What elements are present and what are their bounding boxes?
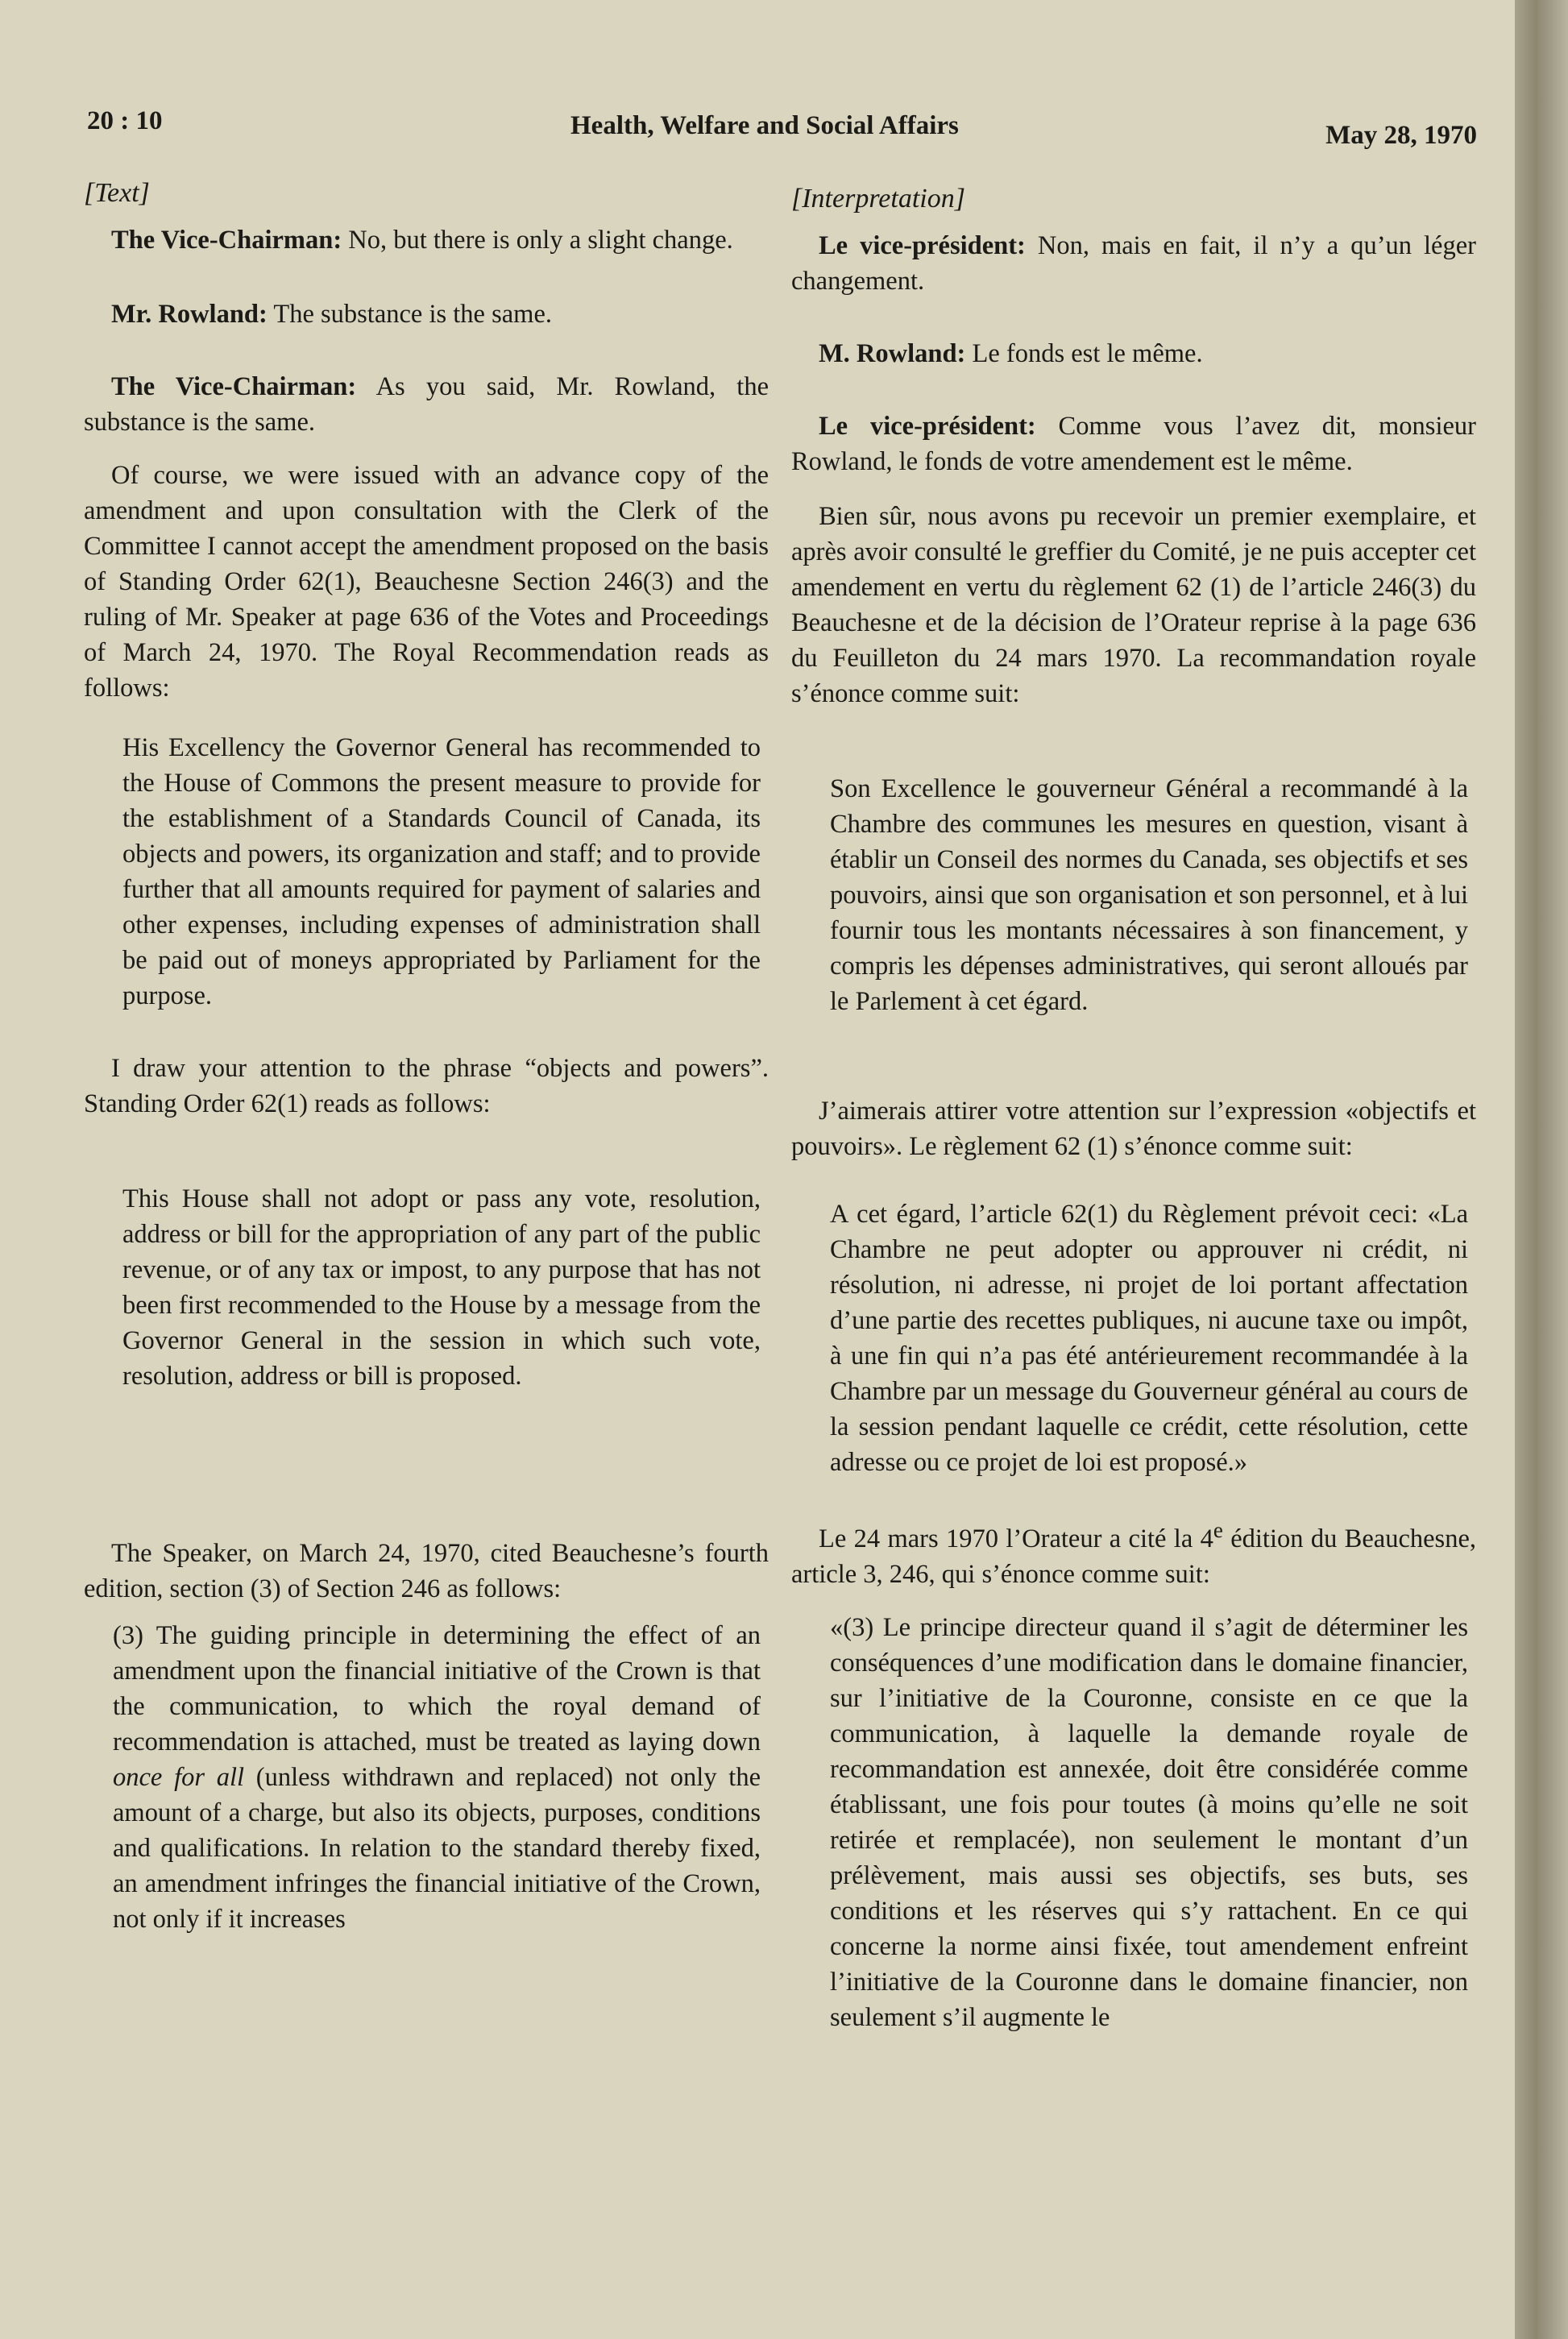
paragraph: The Speaker, on March 24, 1970, cited Beauchesne’s fourth edition, section (3) of Section 246 as follows: [84, 1539, 769, 1603]
quote-text: His Excellency the Governor General has recommended to the House of Commons the present measure to provide for the establishment of a Standards Council of Canada, its objects and powers, its organization and staff; and to provide further that all amounts required for payment of salaries and other expenses, including expenses of administration shall be paid out of moneys appropriated by Parliament for the purpose. [122, 733, 761, 1010]
block-quote [84, 730, 769, 1014]
speech-text: No, but there is only a slight change. [342, 226, 733, 255]
paragraph [84, 369, 769, 440]
page-number: 20 : 10 [87, 106, 163, 135]
speaker-name: Mr. Rowland: [111, 300, 268, 329]
paragraph: J’aimerais attirer votre attention sur l’expression «objectifs et pouvoirs». Le règlement 62 (1) s’énonce comme suit: [791, 1097, 1476, 1161]
paragraph: Bien sûr, nous avons pu recevoir un premier exemplaire, et après avoir consulté le greffier du Comité, je ne puis accepter cet amendement en vertu du règlement 62 (1) de l’article 246(3) du Beauchesne et de la décision de l’Orateur reprise à la page 636 du Feuilleton du 24 mars 1970. La recommandation royale s’énonce comme suit: [791, 502, 1476, 708]
interpretation-tag: [Interpretation] [791, 184, 965, 214]
page-date: May 28, 1970 [1325, 121, 1477, 150]
speaker-name: The Vice-Chairman: [111, 226, 342, 255]
paragraph: Of course, we were issued with an advance copy of the amendment and upon consultation with the Clerk of the Committee I cannot accept the amendment proposed on the basis of Standing Order 62(1), Beauchesne Section 246(3) and the ruling of Mr. Speaker at page 636 of the Votes and Proceedings of March 24, 1970. The Royal Recommendation reads as follows: [84, 461, 769, 703]
block-quote [84, 1181, 769, 1394]
speech-text: Non, mais en fait, il n’y a qu’un léger changement. [791, 231, 1476, 296]
speaker-name: Le vice-président: [819, 231, 1026, 260]
page-title: Health, Welfare and Social Affairs [570, 111, 959, 140]
quote-text: A cet égard, l’article 62(1) du Règlement prévoit ceci: «La Chambre ne peut adopter ou approuver ni crédit, ni résolution, ni adresse, ni projet de loi portant affectation d’une partie des recettes publiques, ni aucune taxe ou impôt, à une fin qui n’a pas été antérieurement recommandée à la Chambre par un message du Gouverneur général au cours de la session pendant laquelle ce crédit, cette résolution, cette adresse ou ce projet de loi est proposé.» [830, 1200, 1468, 1477]
paragraph [791, 408, 1476, 479]
block-quote [791, 1610, 1476, 2035]
quote-text: This House shall not adopt or pass any vote, resolution, address or bill for the appropriation of any part of the public revenue, or of any tax or impost, to any purpose that has not been first recommended to the House by a message from the Governor General in the session in which such vote, resolution, address or bill is proposed. [122, 1184, 761, 1391]
block-quote [791, 1196, 1476, 1480]
paragraph [791, 228, 1476, 299]
speech-text: As you said, Mr. Rowland, the substance is the same. [84, 372, 769, 437]
paragraph: Le 24 mars 1970 l’Orateur a cité la 4e édition du Beauchesne, article 3, 246, qui s’énonce comme suit: [791, 1518, 1476, 1589]
block-quote [791, 771, 1476, 1019]
quote-text: Son Excellence le gouverneur Général a recommandé à la Chambre des communes les mesures en question, visant à établir un Conseil des normes du Canada, ses objectifs et ses pouvoirs, ainsi que son organisation et son personnel, et à lui fournir tous les montants nécessaires à son financement, y compris les dépenses administratives, qui seront alloués par le Parlement à cet égard. [830, 774, 1468, 1016]
text-tag: [Text] [84, 178, 150, 208]
paragraph [791, 336, 1476, 371]
speaker-name: Le vice-président: [819, 412, 1036, 441]
quote-text: «(3) Le principe directeur quand il s’agit de déterminer les conséquences d’une modification dans le domaine financier, sur l’initiative de la Couronne, consiste en ce que la communication, à laquelle la demande royale de recommandation est annexée, doit être considérée comme établissant, une fois pour toutes (à moins qu’elle ne soit retirée et remplacée), non seulement le montant d’un prélèvement, mais aussi ses objectifs, ses buts, ses conditions et les réserves qui s’y rattachent. En ce qui concerne la norme ainsi fixée, tout amendement enfreint l’initiative de la Couronne dans le domaine financier, non seulement s’il augmente le [830, 1612, 1468, 2032]
page-header [87, 106, 1477, 155]
french-column [791, 181, 1476, 2035]
speaker-name: The Vice-Chairman: [111, 372, 357, 401]
speech-text: Comme vous l’avez dit, monsieur Rowland, le fonds de votre amendement est le même. [791, 412, 1476, 476]
speech-text: The substance is the same. [267, 300, 553, 329]
paragraph [84, 222, 769, 258]
block-quote [84, 1618, 769, 1937]
speaker-name: M. Rowland: [819, 339, 966, 368]
speech-text: Le fonds est le même. [965, 339, 1203, 368]
page-edge [1515, 0, 1568, 2339]
paragraph: I draw your attention to the phrase “objects and powers”. Standing Order 62(1) reads as follows: [84, 1054, 769, 1118]
paragraph [84, 297, 769, 332]
quote-text: (3) The guiding principle in determining the effect of an amendment upon the financial initiative of the Crown is that the communication, to which the royal demand of recommendation is attached, must be treated as laying down once for all (unless withdrawn and replaced) not only the amount of a charge, but also its objects, purposes, conditions and qualifications. In relation to the standard thereby fixed, an amendment infringes the financial initiative of the Crown, not only if it increases [113, 1621, 761, 1934]
english-column [84, 176, 769, 1937]
